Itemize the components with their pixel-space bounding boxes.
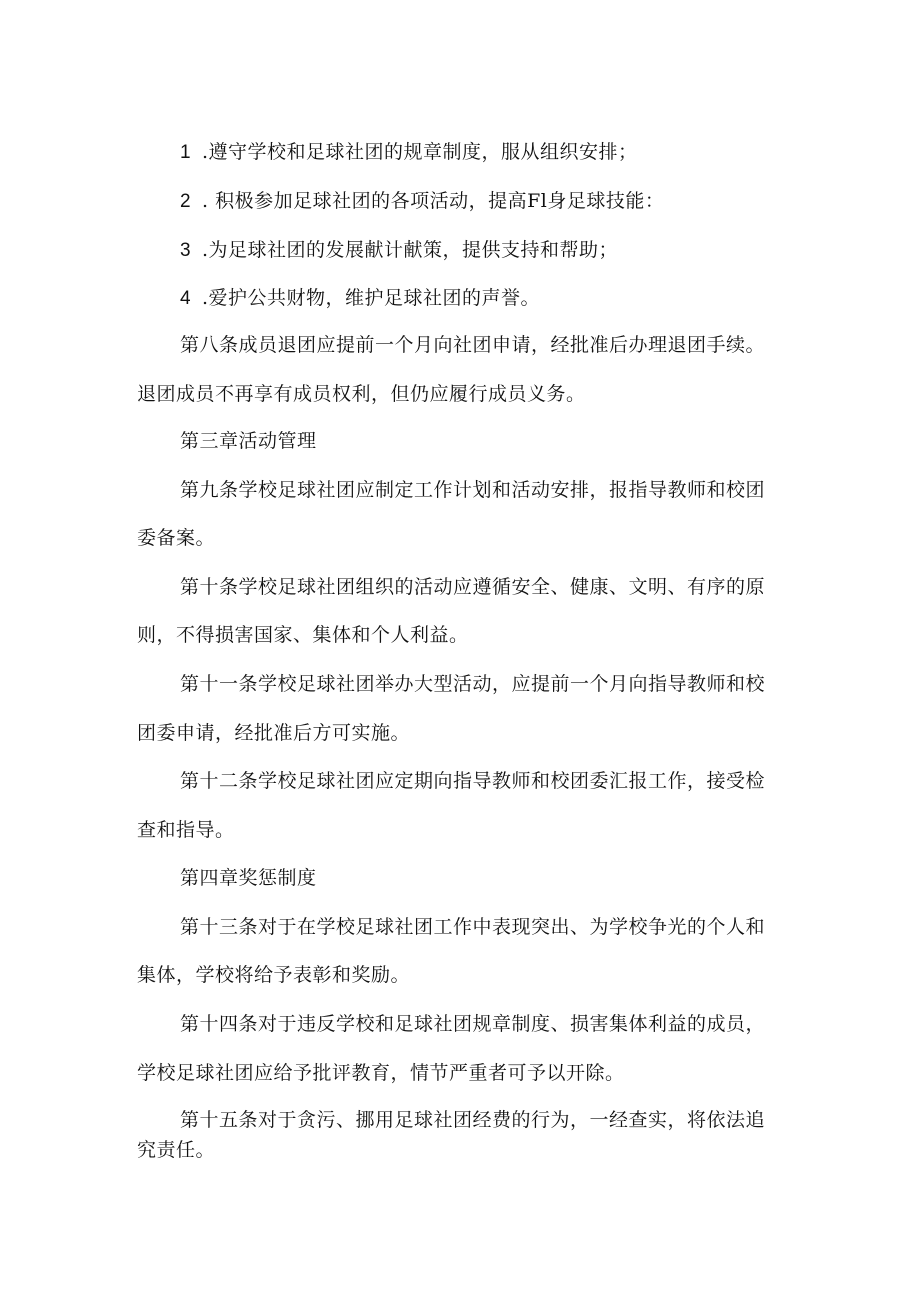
article-8-line-1: 第八条成员退团应提前一个月向社团申请，经批准后办理退团手续。 [180,334,766,356]
article-13-line-2: 集体，学校将给予表彰和奖励。 [137,964,411,986]
article-11-line-2: 团委申请，经批准后方可实施。 [137,722,411,744]
article-12-line-1: 第十二条学校足球社团应定期向指导教师和校团委汇报工作，接受检 [180,770,766,792]
list-text: .爱护公共财物，维护足球社团的声誉。 [202,287,541,309]
list-text: .遵守学校和足球社团的规章制度，服从组织安排； [202,141,638,163]
list-item [180,286,540,311]
list-number: 3 [180,240,192,261]
article-14-line-1: 第十四条对于违反学校和足球社团规章制度、损害集体利益的成员， [180,1013,766,1035]
list-text: . 积极参加足球社团的各项活动，提高Fl身足球技能： [202,190,665,212]
chapter-4-title: 第四章奖惩制度 [180,867,317,889]
article-9-line-1: 第九条学校足球社团应制定工作计划和活动安排，报指导教师和校团 [180,479,766,501]
article-11-line-1: 第十一条学校足球社团举办大型活动，应提前一个月向指导教师和校 [180,673,766,695]
list-number: 1 [180,142,192,163]
list-number: 2 [180,191,192,212]
article-10-line-2: 则，不得损害国家、集体和个人利益。 [137,624,469,646]
list-text: .为足球社团的发展献计献策，提供支持和帮助； [202,239,619,261]
article-10-line-1: 第十条学校足球社团组织的活动应遵循安全、健康、文明、有序的原 [180,576,766,598]
list-item [180,238,618,263]
article-15-line-1: 第十五条对于贪污、挪用足球社团经费的行为，一经查实，将依法追 [180,1109,766,1131]
list-item [180,189,664,214]
article-13-line-1: 第十三条对于在学校足球社团工作中表现突出、为学校争光的个人和 [180,916,766,938]
article-9-line-2: 委备案。 [137,527,216,549]
article-14-line-2: 学校足球社团应给予批评教育，情节严重者可予以开除。 [137,1062,625,1084]
article-12-line-2: 查和指导。 [137,819,235,841]
article-8-line-2: 退团成员不再享有成员权利，但仍应履行成员义务。 [137,383,586,405]
list-item [180,140,638,165]
list-number: 4 [180,288,192,309]
article-15-line-2: 究责任。 [137,1139,216,1161]
chapter-3-title: 第三章活动管理 [180,430,317,452]
